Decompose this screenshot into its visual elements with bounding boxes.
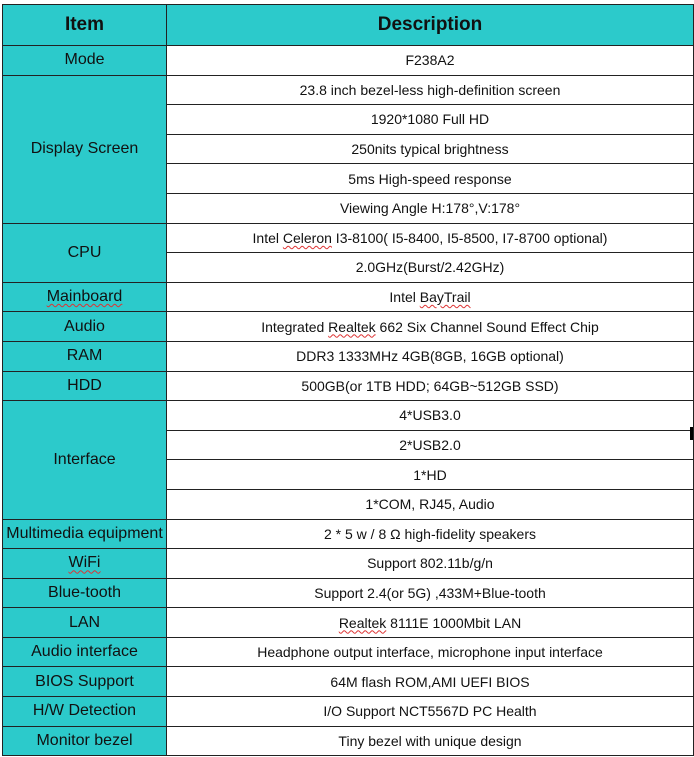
table-row (3, 75, 694, 105)
cpu-model-value (167, 223, 694, 253)
ram-label: RAM (3, 341, 167, 371)
table-row (3, 341, 694, 371)
monitor-bezel-label: Monitor bezel (3, 726, 167, 756)
table-row (3, 371, 694, 401)
multimedia-value: 2 * 5 w / 8 Ω high-fidelity speakers (167, 519, 694, 549)
audio-interface-value: Headphone output interface, microphone input interface (167, 637, 694, 667)
cpu-frequency-value: 2.0GHz(Burst/2.42GHz) (167, 253, 694, 283)
display-resolution-value: 1920*1080 Full HD (167, 105, 694, 135)
audio-spellcheck-word: Realtek (328, 318, 376, 335)
cpu-model-text: I3-8100( I5-8400, I5-8500, I7-8700 optional) (331, 229, 608, 246)
lan-text: 8111E 1000Mbit LAN (386, 614, 522, 631)
table-row (3, 223, 694, 253)
display-brightness-value: 250nits typical brightness (167, 134, 694, 164)
audio-text: 662 Six Channel Sound Effect Chip (375, 318, 599, 335)
multimedia-label: Multimedia equipment (3, 519, 167, 549)
ram-value: DDR3 1333MHz 4GB(8GB, 16GB optional) (167, 341, 694, 371)
mode-label: Mode (3, 46, 167, 76)
table-row (3, 282, 694, 312)
interface-hd-value: 1*HD (167, 460, 694, 490)
table-row (3, 697, 694, 727)
interface-com-value: 1*COM, RJ45, Audio (167, 489, 694, 519)
item-header: Item (3, 5, 167, 46)
display-response-value: 5ms High-speed response (167, 164, 694, 194)
wifi-label (3, 549, 167, 579)
description-header: Description (167, 5, 694, 46)
audio-text: Integrated (261, 318, 329, 335)
header-row (3, 5, 694, 46)
table-row (3, 549, 694, 579)
display-angle-value: Viewing Angle H:178°,V:178° (167, 193, 694, 223)
monitor-bezel-value: Tiny bezel with unique design (167, 726, 694, 756)
wifi-value: Support 802.11b/g/n (167, 549, 694, 579)
interface-usb2-value: 2*USB2.0 (167, 430, 694, 460)
hw-detection-label: H/W Detection (3, 697, 167, 727)
hdd-label: HDD (3, 371, 167, 401)
table-row (3, 578, 694, 608)
bios-value: 64M flash ROM,AMI UEFI BIOS (167, 667, 694, 697)
cpu-label: CPU (3, 223, 167, 282)
lan-label: LAN (3, 608, 167, 638)
mainboard-value (167, 282, 694, 312)
cpu-model-text: Intel (252, 229, 283, 246)
audio-label: Audio (3, 312, 167, 342)
bluetooth-value: Support 2.4(or 5G) ,433M+Blue-tooth (167, 578, 694, 608)
audio-interface-label: Audio interface (3, 637, 167, 667)
mainboard-spellcheck-word: BayTrail (419, 289, 471, 306)
mode-value: F238A2 (167, 46, 694, 76)
interface-usb3-value: 4*USB3.0 (167, 401, 694, 431)
hw-detection-value: I/O Support NCT5567D PC Health (167, 697, 694, 727)
audio-value (167, 312, 694, 342)
mainboard-label (3, 282, 167, 312)
edge-marker (690, 427, 693, 440)
table-row (3, 312, 694, 342)
table-row (3, 519, 694, 549)
spec-table (2, 4, 694, 756)
display-size-value: 23.8 inch bezel-less high-definition screen (167, 75, 694, 105)
table-row (3, 726, 694, 756)
mainboard-label-text: Mainboard (46, 288, 123, 306)
table-row (3, 608, 694, 638)
mainboard-text: Intel (389, 289, 420, 306)
display-label: Display Screen (3, 75, 167, 223)
table-row (3, 637, 694, 667)
table-row (3, 401, 694, 431)
bios-label: BIOS Support (3, 667, 167, 697)
wifi-label-text: WiFi (68, 554, 101, 572)
table-row (3, 46, 694, 76)
hdd-value: 500GB(or 1TB HDD; 64GB~512GB SSD) (167, 371, 694, 401)
lan-value (167, 608, 694, 638)
interface-label: Interface (3, 401, 167, 519)
cpu-model-spellcheck-word: Celeron (282, 229, 332, 246)
table-row (3, 667, 694, 697)
bluetooth-label: Blue-tooth (3, 578, 167, 608)
lan-spellcheck-word: Realtek (338, 614, 387, 631)
